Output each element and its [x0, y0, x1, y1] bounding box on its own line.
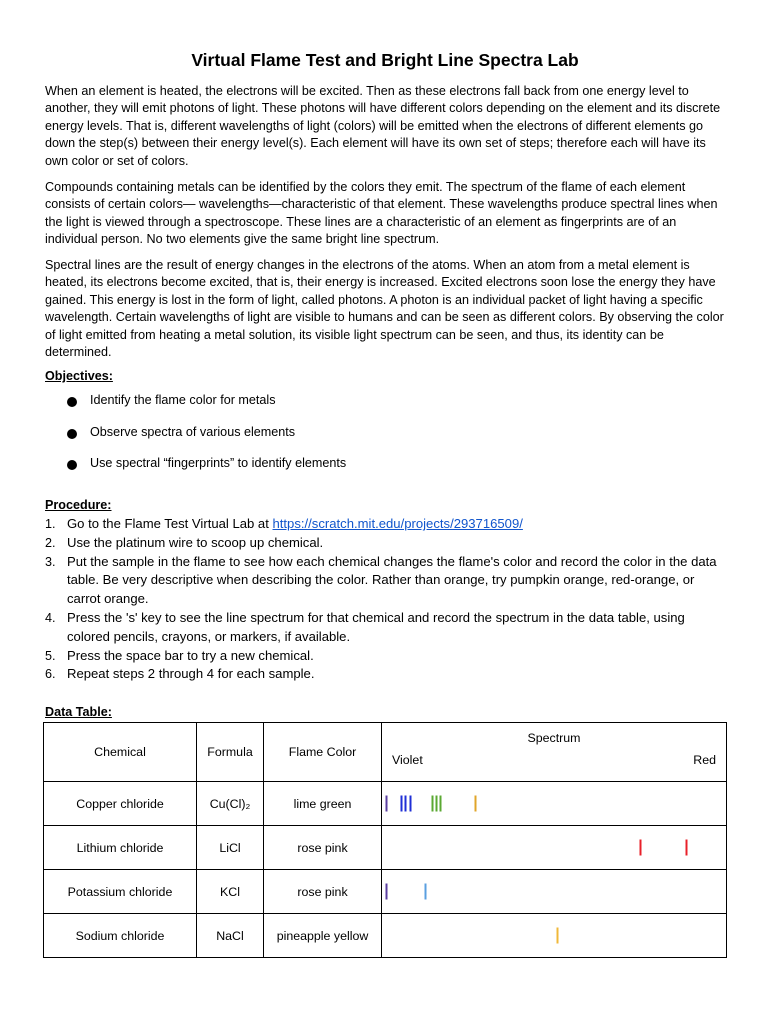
header-formula: Formula: [197, 723, 264, 782]
intro-paragraph-2: Compounds containing metals can be identified by the colors they emit. The spectrum of the flame of each element consists of certain colors— wavelengths—characteristic of that element. These wavelengths produce spectral lines when the light is viewed through a spectroscope. These lines are a characteristic of an element as fingerprints are of an individual person. No two elements give the same bright line spectrum.: [45, 180, 718, 247]
intro-paragraph-1: When an element is heated, the electrons will be excited. Then as these electrons fall back from one energy level to another, they will emit photons of light. These photons will have different colors depending on the element and its discrete energy levels. That is, different wavelengths of light (colors) will be emitted when the electrons of different elements go down the step(s) between their energy level(s). Each element will have its own set of steps; therefore each will have its own color or set of colors.: [45, 84, 721, 168]
cell-formula: LiCl: [197, 826, 264, 870]
cell-chemical: Copper chloride: [44, 782, 197, 826]
cell-formula: Cu(Cl)₂: [197, 782, 264, 826]
page-title: Virtual Flame Test and Bright Line Spectra Lab: [191, 50, 579, 70]
data-table-heading: Data Table:: [45, 705, 112, 719]
cell-spectrum: [382, 782, 727, 826]
cell-chemical: Potassium chloride: [44, 870, 197, 914]
spectrum-lines: [382, 870, 726, 913]
cell-formula: KCl: [197, 870, 264, 914]
cell-chemical: Lithium chloride: [44, 826, 197, 870]
procedure-list: [45, 515, 725, 684]
cell-chemical: Sodium chloride: [44, 914, 197, 958]
intro-paragraph-3: Spectral lines are the result of energy changes in the electrons of the atoms. When an atom from a metal element is heated, its electrons become excited, that is, their energy is increased. Excited electrons soon lose the energy they have gained. This energy is lost in the form of light, called photons. A photon is an individual packet of light having a specific wavelength. Certain wavelengths of light are visible to humans and can be seen as different colors. By observing the color of light emitted from heating a metal solution, its visible light spectrum can be seen, and thus, its identity can be determined.: [45, 258, 724, 360]
spectrum-violet-label: Violet: [392, 753, 423, 767]
objective-item: Use spectral “fingerprints” to identify elements: [67, 456, 346, 488]
table-row: [44, 826, 727, 870]
objective-item: Observe spectra of various elements: [67, 425, 346, 457]
cell-flame-color: pineapple yellow: [264, 914, 382, 958]
objective-item: Identify the flame color for metals: [67, 393, 346, 425]
cell-spectrum: [382, 870, 727, 914]
cell-flame-color: lime green: [264, 782, 382, 826]
table-row: [44, 914, 727, 958]
data-table: [43, 722, 727, 958]
table-row: [44, 782, 727, 826]
procedure-step: 5. Press the space bar to try a new chemical.: [45, 647, 314, 663]
spectrum-lines: [382, 826, 726, 869]
procedure-heading: Procedure:: [45, 498, 112, 512]
spectrum-lines: [382, 914, 726, 957]
spectrum-title: Spectrum: [527, 731, 581, 745]
spectrum-lines: [382, 782, 726, 825]
procedure-step: 1. Go to the Flame Test Virtual Lab at https://scratch.mit.edu/projects/293716509/: [45, 516, 523, 531]
flame-test-lab-link[interactable]: https://scratch.mit.edu/projects/293716509/: [272, 516, 523, 531]
header-chemical: Chemical: [44, 723, 197, 782]
cell-flame-color: rose pink: [264, 870, 382, 914]
spectrum-red-label: Red: [693, 753, 716, 767]
procedure-step: 4. Press the 's' key to see the line spectrum for that chemical and record the spectrum in the data table, using colored pencils, crayons, or markers, if available.: [45, 609, 685, 644]
cell-spectrum: [382, 826, 727, 870]
cell-spectrum: [382, 914, 727, 958]
procedure-step: 6. Repeat steps 2 through 4 for each sample.: [45, 666, 315, 682]
table-header-row: [44, 723, 727, 782]
procedure-step: 2. Use the platinum wire to scoop up chemical.: [45, 534, 324, 550]
procedure-step: 3. Put the sample in the flame to see how each chemical changes the flame's color and record the color in the data table. Be very descriptive when describing the color. Rather than orange, try pumpkin orange, red-orange, or carrot orange.: [45, 553, 717, 607]
objectives-heading: Objectives:: [45, 369, 113, 383]
objectives-list: [67, 393, 346, 488]
cell-flame-color: rose pink: [264, 826, 382, 870]
bullet-icon: [67, 429, 77, 439]
table-row: [44, 870, 727, 914]
bullet-icon: [67, 460, 77, 470]
header-flame-color: Flame Color: [264, 723, 382, 782]
cell-formula: NaCl: [197, 914, 264, 958]
header-spectrum: [382, 723, 727, 782]
bullet-icon: [67, 397, 77, 407]
